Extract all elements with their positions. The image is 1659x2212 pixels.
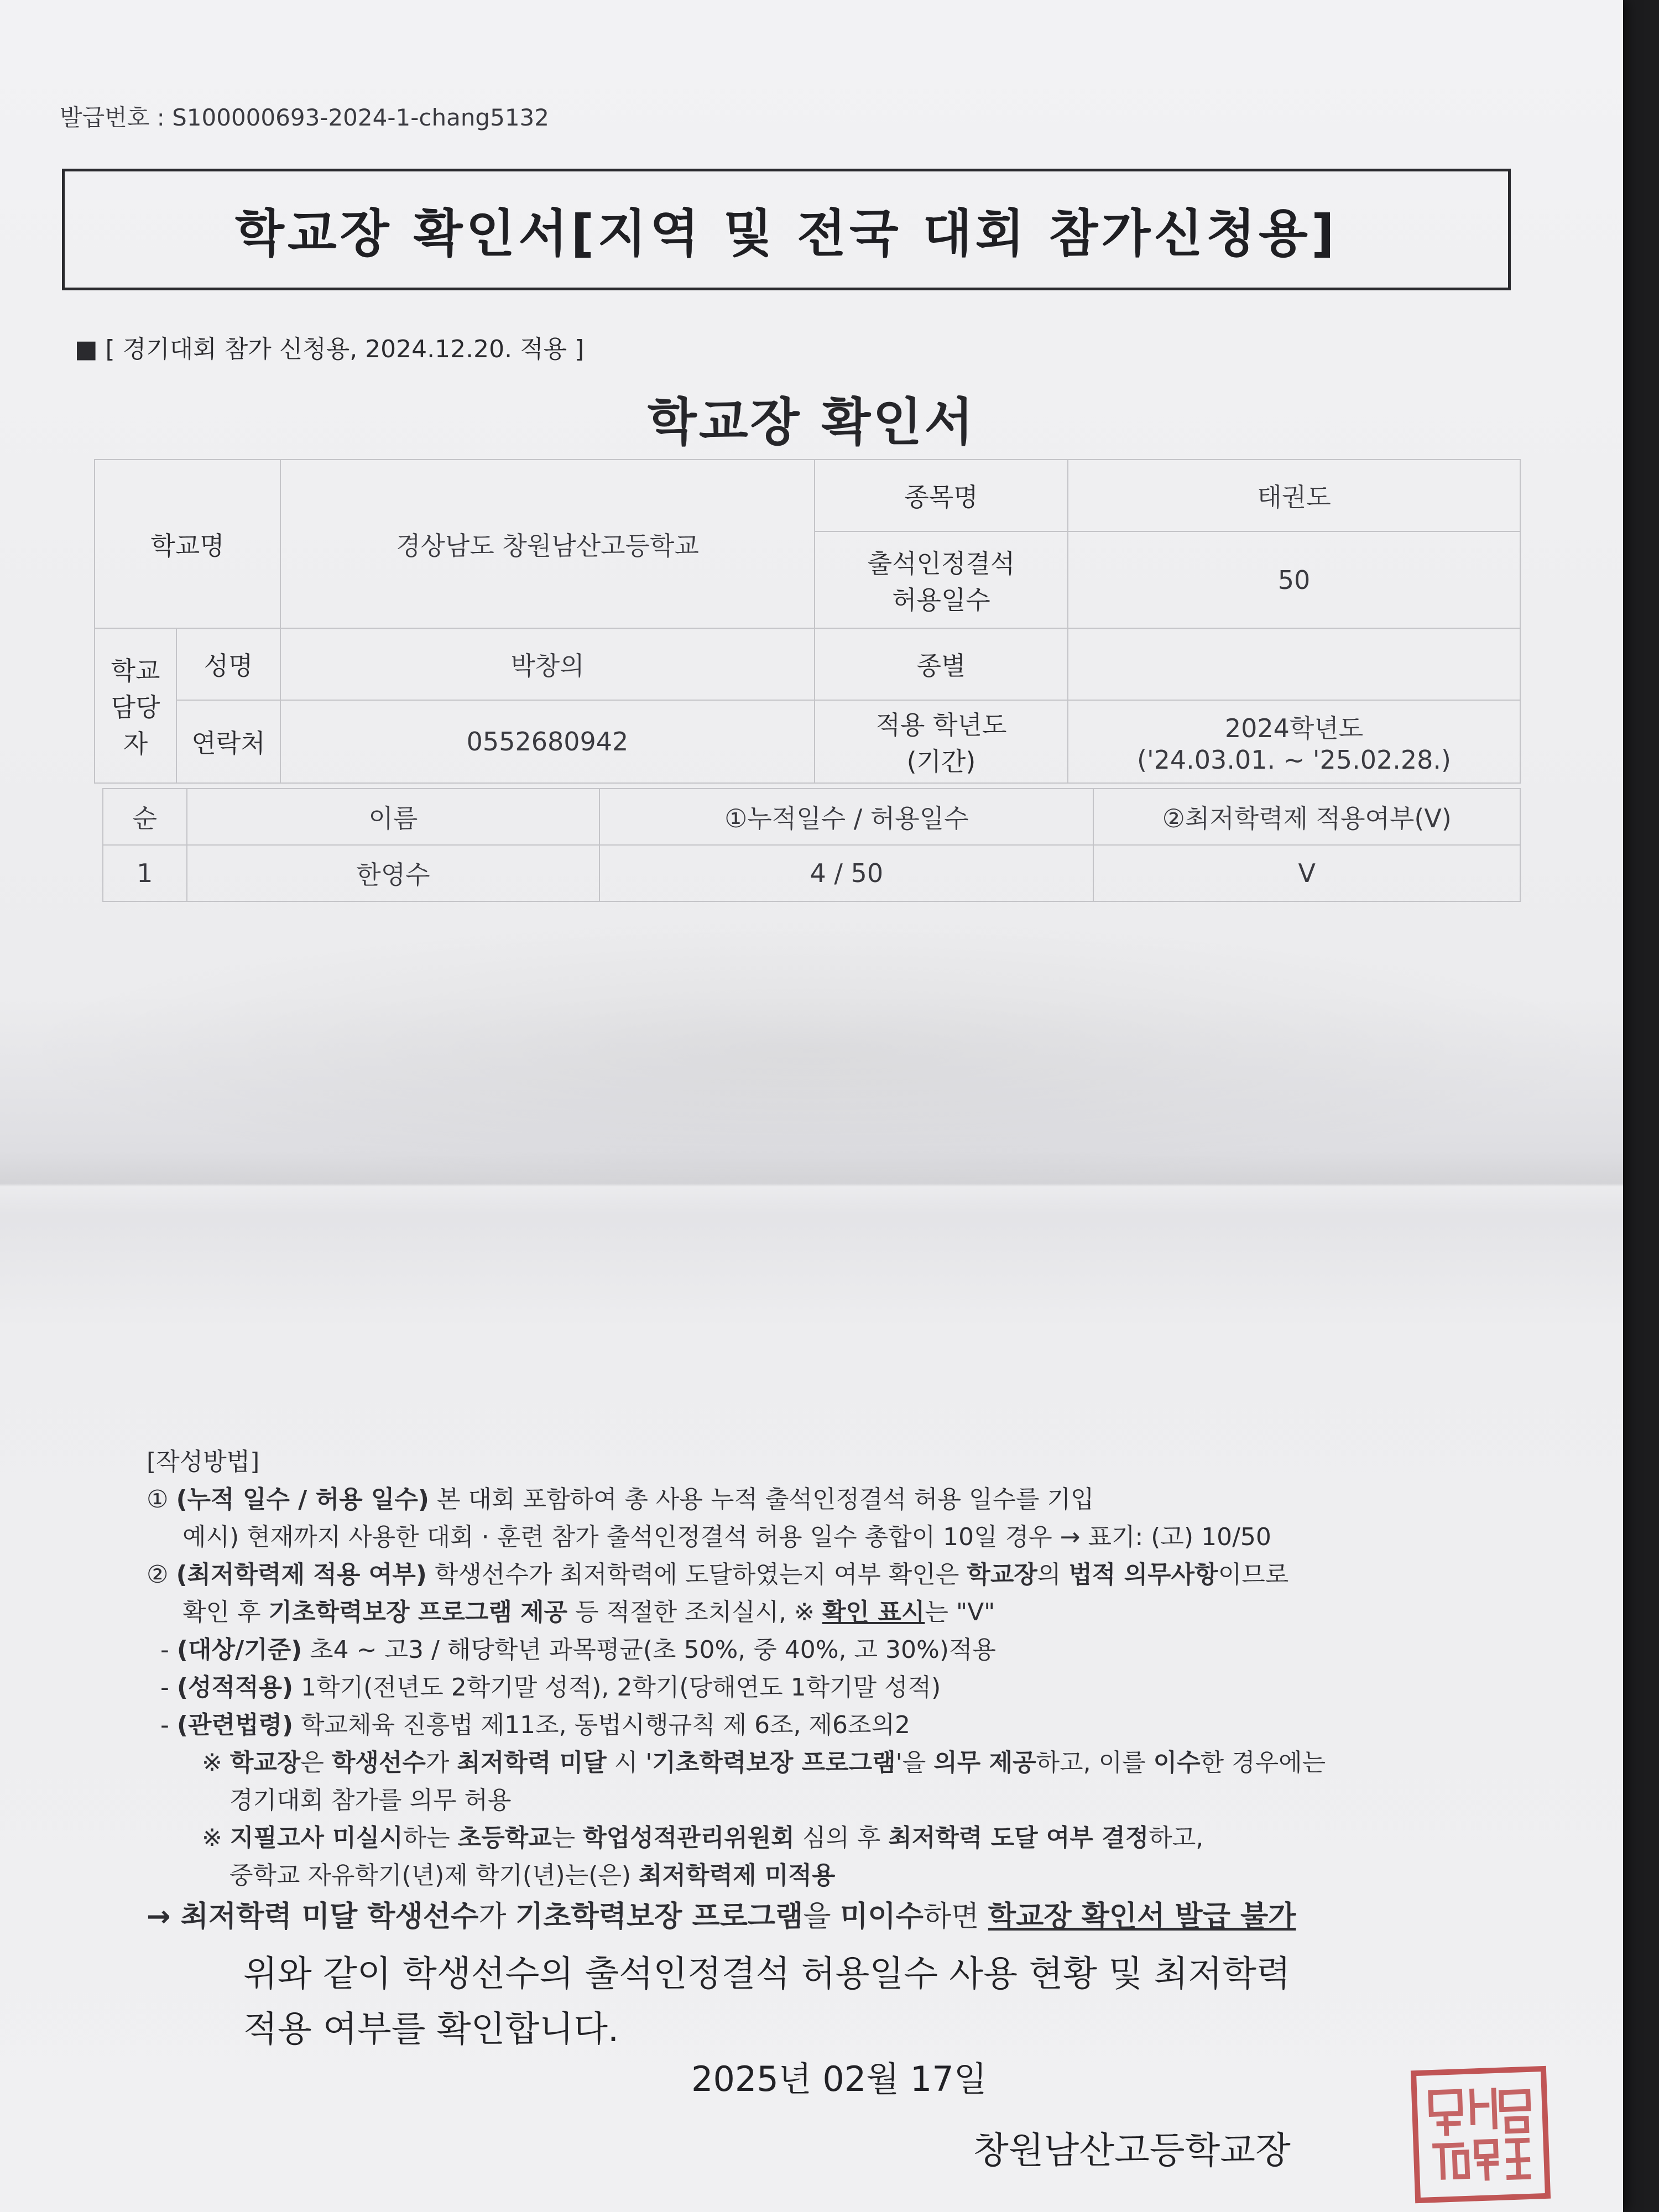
guide-line-4 (147, 1594, 1529, 1631)
guide-text: ① (147, 1485, 176, 1514)
guide-bold: 초등학교 (457, 1824, 552, 1852)
guide-text: 이므로 (1218, 1561, 1289, 1589)
category-label: 종별 (815, 628, 1068, 700)
guide-text: 는 (551, 1824, 583, 1852)
table-row (103, 845, 1520, 901)
manager-label-2: 담당자 (111, 692, 160, 759)
guide-text: 확인 후 (182, 1598, 269, 1626)
guide-text: 을 (803, 1900, 841, 1933)
absence-allowed-label-1: 출석인정결석 (867, 548, 1015, 578)
guide-text: 하면 (923, 1900, 988, 1933)
sport-value: 태권도 (1068, 460, 1520, 531)
category-value (1068, 628, 1520, 700)
guide-text: ※ (202, 1824, 230, 1852)
guide-line-9: 경기대회 참가를 의무 허용 (229, 1786, 512, 1814)
year-label-2: (기간) (906, 747, 976, 776)
school-value: 경상남도 창원남산고등학교 (280, 460, 815, 628)
absence-allowed-label-2: 허용일수 (892, 585, 990, 615)
guide-text: 하는 (403, 1824, 458, 1852)
guide-text: 심의 후 (794, 1824, 889, 1852)
guide-bold: 의무 제공 (933, 1749, 1036, 1777)
guide-text: 등 적절한 조치실시, ※ (567, 1598, 822, 1626)
guide-bold: 최저학력 도달 여부 결정 (888, 1824, 1149, 1852)
guide-bold: (성적적용) (176, 1673, 294, 1702)
guide-underline: 학교장 확인서 발급 불가 (988, 1900, 1296, 1933)
principal-name: 창원남산고등학교장 (973, 2129, 1291, 2172)
contact-label: 연락처 (176, 700, 280, 783)
guide-bold: 지필고사 미실시 (229, 1824, 403, 1852)
guide-bold: 학생선수 (331, 1749, 426, 1777)
official-seal-icon (1411, 2066, 1551, 2203)
guide-line-8 (147, 1744, 1529, 1782)
absence-allowed-value: 50 (1068, 531, 1520, 628)
guide-text: ② (147, 1561, 176, 1589)
guide-text: ※ (202, 1749, 230, 1777)
header-days: ①누적일수 / 허용일수 (599, 789, 1093, 845)
guide-bold: 확인 표시 (822, 1598, 925, 1626)
guide-text: 는 "V" (925, 1598, 995, 1626)
confirmation-statement (243, 1947, 1291, 2057)
guide-text: 하고, 이를 (1036, 1749, 1154, 1777)
row-no: 1 (103, 845, 187, 901)
guide-text: '을 (895, 1749, 934, 1777)
absence-allowed-label (815, 531, 1068, 628)
guide-bold: 학업성적관리위원회 (583, 1824, 795, 1852)
document-title: 학교장 확인서 (647, 393, 976, 452)
year-label (815, 700, 1068, 783)
guide-text: 의 (1037, 1561, 1069, 1589)
header-name: 이름 (187, 789, 600, 845)
guide-bold: (관련법령) (176, 1711, 294, 1739)
guide-text: 하고, (1149, 1824, 1204, 1852)
guide-text: 가 (478, 1900, 515, 1933)
info-table (94, 459, 1521, 784)
guide-bold: → 최저학력 미달 학생선수 (147, 1900, 479, 1933)
guide-text: 중학교 자유학기(년)제 학기(년)는(은) (229, 1861, 639, 1890)
manager-label-1: 학교 (111, 656, 160, 686)
form-title: 학교장 확인서[지역 및 전국 대회 참가신청용] (235, 204, 1338, 263)
header-min-academic: ②최저학력제 적용여부(V) (1093, 789, 1520, 845)
row-name: 한영수 (187, 845, 600, 901)
confirmation-line-1: 위와 같이 학생선수의 출석인정결석 허용일수 사용 현황 및 최저학력 (243, 1954, 1291, 1995)
sport-label: 종목명 (815, 460, 1068, 531)
year-value-2: ('24.03.01. ~ '25.02.28.) (1137, 745, 1451, 775)
guide-line-11 (147, 1857, 1529, 1895)
guide-bold: 미이수 (840, 1900, 924, 1933)
row-days: 4 / 50 (599, 845, 1093, 901)
guide-line-10 (147, 1819, 1529, 1857)
name-label: 성명 (176, 628, 280, 700)
guide-line-12 (147, 1898, 1529, 1936)
paper-fold (0, 1150, 1623, 1217)
seal-glyph-icon (1416, 2072, 1545, 2198)
guide-text: - (160, 1636, 177, 1664)
student-table (102, 788, 1521, 902)
guide-line-7 (147, 1707, 1529, 1744)
section-tag: ■ [ 경기대회 참가 신청용, 2024.12.20. 적용 ] (75, 335, 585, 363)
guide-text: 가 (425, 1749, 457, 1777)
guide-line-3 (147, 1556, 1529, 1594)
guide-line-1 (147, 1481, 1529, 1519)
guide-line-5 (147, 1631, 1529, 1669)
guide-bold: 학교장 (967, 1561, 1037, 1589)
contact-value: 0552680942 (280, 700, 815, 783)
name-value: 박창의 (280, 628, 815, 700)
guide-bold: (최저학력제 적용 여부) (176, 1561, 427, 1589)
guide-bold: (대상/기준) (176, 1636, 302, 1664)
guide-bold: 법적 의무사항 (1068, 1561, 1218, 1589)
issue-date: 2025년 02월 17일 (691, 2059, 987, 2099)
guide-text: - (160, 1673, 177, 1702)
year-label-1: 적용 학년도 (875, 710, 1007, 740)
guide-text: 본 대회 포함하여 총 사용 누적 출석인정결석 허용 일수를 기입 (429, 1485, 1094, 1514)
header-no: 순 (103, 789, 187, 845)
guide-heading: [작성방법] (147, 1448, 260, 1476)
row-min-academic: V (1093, 845, 1520, 901)
form-title-box (62, 169, 1511, 290)
year-value (1068, 700, 1520, 783)
confirmation-line-2: 적용 여부를 확인합니다. (243, 2009, 619, 2050)
guide-bold: 최저학력제 미적용 (639, 1861, 836, 1890)
guide-bold: 최저학력 미달 (457, 1749, 607, 1777)
guide-line-2: 예시) 현재까지 사용한 대회 · 훈련 참가 출석인정결석 허용 일수 총합이 10일 경우 → 표기: (고) 10/50 (182, 1523, 1271, 1551)
issue-number: 발급번호 : S100000693-2024-1-chang5132 (60, 104, 549, 131)
year-value-1: 2024학년도 (1224, 713, 1364, 743)
guide-bold: 학교장 (229, 1749, 301, 1777)
guide-text: - (160, 1711, 177, 1739)
guide-text: 은 (300, 1749, 332, 1777)
guide-bold: 기초학력보장 프로그램 제공 (268, 1598, 568, 1626)
guide-line-6 (147, 1669, 1529, 1707)
guide-text: 학생선수가 최저학력에 도달하였는지 여부 확인은 (426, 1561, 967, 1589)
guide-bold: (누적 일수 / 허용 일수) (176, 1485, 430, 1514)
guide-bold: 기초학력보장 프로그램 (652, 1749, 896, 1777)
guide-text: 초4 ~ 고3 / 해당학년 과목평균(초 50%, 중 40%, 고 30%)적용 (302, 1636, 996, 1664)
guide-bold: 이수 (1153, 1749, 1201, 1777)
paper-shadow (0, 912, 1623, 1189)
writing-guide (147, 1443, 1529, 1936)
manager-label (95, 628, 176, 783)
guide-bold: 기초학력보장 프로그램 (515, 1900, 804, 1933)
guide-text: 시 ' (606, 1749, 653, 1777)
guide-text: 한 경우에는 (1200, 1749, 1326, 1777)
school-label: 학교명 (95, 460, 280, 628)
guide-text: 1학기(전년도 2학기말 성적), 2학기(당해연도 1학기말 성적) (293, 1673, 941, 1702)
guide-text: 학교체육 진흥법 제11조, 동법시행규칙 제 6조, 제6조의2 (293, 1711, 911, 1739)
